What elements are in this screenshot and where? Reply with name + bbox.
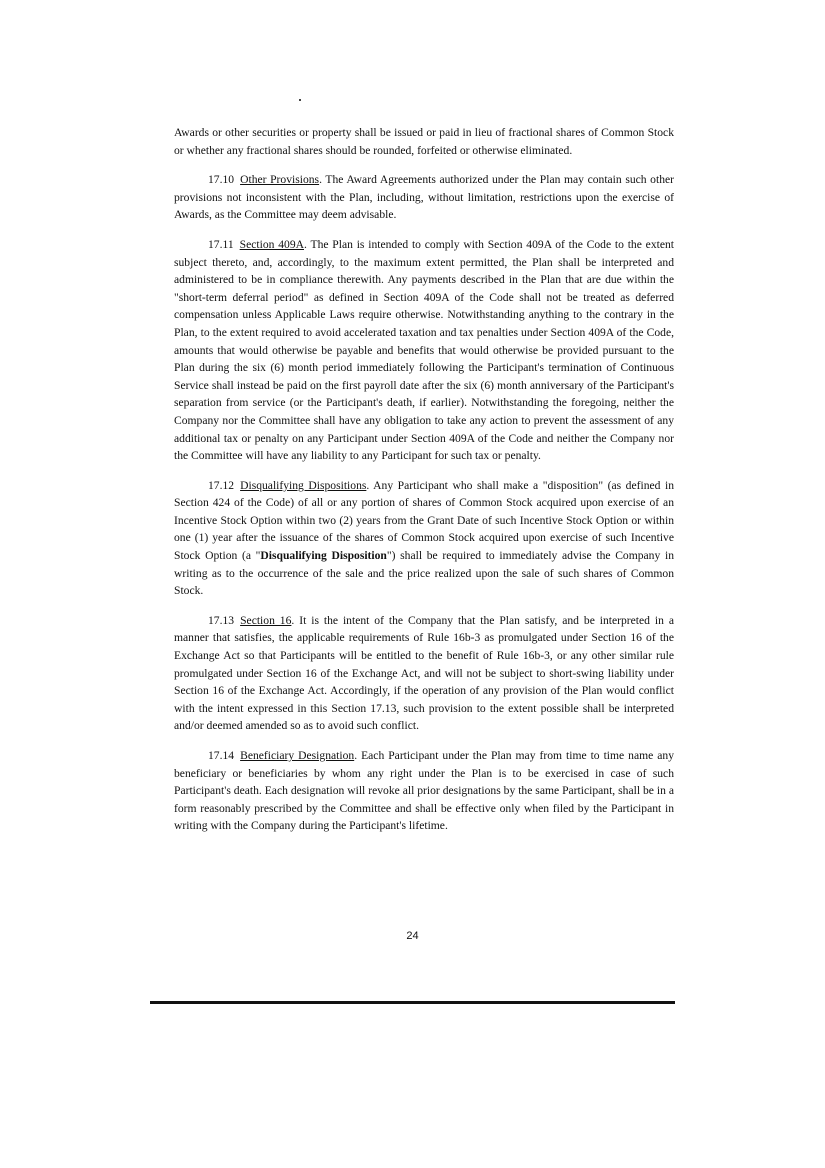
- section-heading: Section 409A: [239, 237, 304, 251]
- section-number: 17.10: [208, 173, 235, 187]
- document-body: [174, 124, 674, 847]
- section-body: . The Award Agreements authorized under the Plan may contain such other provisions not inconsistent with the Plan, including, without limitation, restrictions upon the exercise of Awards, as the Committee may deem advisable.: [174, 173, 675, 222]
- section-heading: Section 16: [240, 613, 292, 627]
- section-body: . The Plan is intended to comply with Section 409A of the Code to the extent subject thereto, and, accordingly, to the maximum extent permitted, the Plan shall be interpreted and administered to be in compliance therewith. Any payments described in the Plan that are due within the "short-term deferral period" as defined in Section 409A of the Code shall not be treated as deferred compensation unless Applicable Laws require otherwise. Notwithstanding anything to the contrary in the Plan, to the extent required to avoid accelerated taxation and tax penalties under Section 409A of the Code, amounts that would otherwise be payable and benefits that would otherwise be provided pursuant to the Plan during the six (6) month period immediately following the Participant's termination of Continuous Service shall instead be paid on the first payroll date after the six (6) month anniversary of the Participant's separation from service (or the Participant's death, if earlier). Notwithstanding the foregoing, neither the Company nor the Committee shall have any obligation to take any action to prevent the assessment of any additional tax or penalty on any Participant under Section 409A of the Code and neither the Company nor the Committee will have any liability to any Participant for such tax or penalty.: [174, 237, 674, 463]
- section-number: 17.11: [208, 237, 234, 251]
- section-17-11: [174, 236, 674, 465]
- section-number: 17.13: [208, 613, 235, 627]
- defined-term: Disqualifying Disposition: [260, 549, 387, 563]
- section-17-12: [174, 477, 674, 600]
- section-body: . Each Participant under the Plan may from time to time name any beneficiary or beneficiaries by whom any right under the Plan is to be exercised in case of such Participant's death. Each designation will revoke all prior designations by the same Participant, shall be in a form reasonably prescribed by the Committee and shall be effective only when filed by the Participant in writing with the Company during the Participant's lifetime.: [174, 749, 675, 833]
- section-17-13: [174, 612, 674, 735]
- stray-mark: [299, 99, 301, 101]
- footer-rule: [150, 1001, 675, 1004]
- section-17-14: [174, 747, 674, 835]
- section-number: 17.14: [208, 749, 235, 762]
- section-body: . It is the intent of the Company that the Plan satisfy, and be interpreted in a manner that satisfies, the applicable requirements of Rule 16b-3 as promulgated under Section 16 of the Exchange Act so that Participants will be entitled to the benefit of Rule 16b-3, or any other similar rule promulgated under Section 16 of the Exchange Act, and will not be subject to short-swing liability under Section 16 of the Exchange Act. Accordingly, if the operation of any provision of the Plan would conflict with the intent expressed in this Section 17.13, such provision to the extent possible shall be interpreted and/or deemed amended so as to avoid such conflict.: [174, 613, 674, 733]
- page-number: 24: [406, 930, 419, 942]
- intro-paragraph: Awards or other securities or property shall be issued or paid in lieu of fractional shares of Common Stock or whether any fractional shares should be rounded, forfeited or otherwise eliminated.: [174, 126, 674, 157]
- section-heading: Disqualifying Dispositions: [240, 478, 367, 492]
- section-number: 17.12: [208, 478, 235, 492]
- section-heading: Other Provisions: [240, 173, 320, 187]
- section-body-continued: ") shall be required to immediately advise the Company in writing as to the occurrence of the sale and the price realized upon the sale of such shares of Common Stock.: [174, 549, 674, 598]
- section-17-10: [174, 171, 674, 224]
- section-heading: Beneficiary Designation: [240, 749, 355, 762]
- section-body: . Any Participant who shall make a "disposition" (as defined in Section 424 of the Code) of all or any portion of shares of Common Stock acquired upon exercise of an Incentive Stock Option within two (2) years from the Grant Date of such Incentive Stock Option or within one (1) year after the issuance of the shares of Common Stock acquired upon exercise of such Incentive Stock Option (a ": [174, 478, 674, 563]
